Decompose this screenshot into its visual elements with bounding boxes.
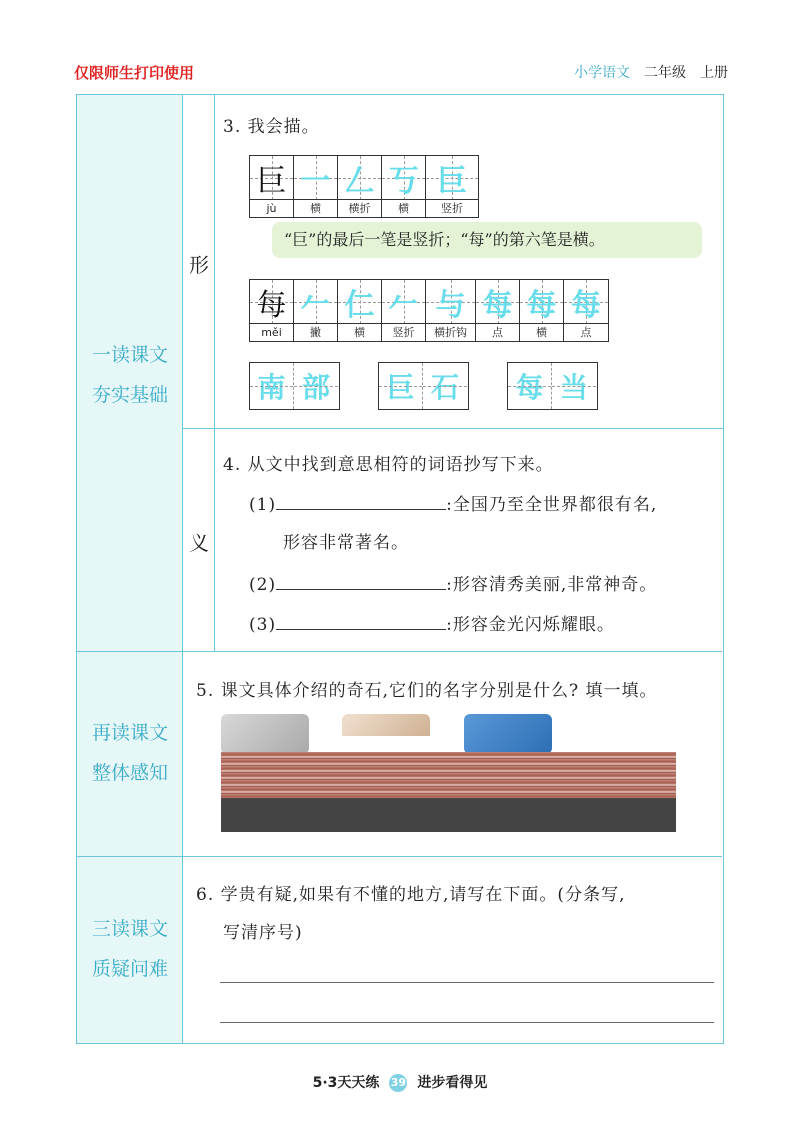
word-grid-nanbu[interactable] — [249, 362, 340, 410]
grid-cell[interactable] — [564, 280, 608, 341]
q4-item-3: (3) :形容金光闪烁耀眼。 — [249, 615, 615, 635]
grid-cell[interactable] — [382, 280, 426, 341]
stroke-name: 横 — [382, 199, 425, 217]
grid-cell[interactable] — [426, 280, 476, 341]
q4-title: 4. 从文中找到意思相符的词语抄写下来。 — [223, 455, 554, 475]
trace-char: 部 — [294, 363, 338, 409]
pinyin: jù — [250, 199, 293, 217]
divider — [77, 856, 722, 857]
book-info — [574, 62, 728, 82]
page-number: 39 — [389, 1074, 407, 1092]
stroke-name: 横 — [294, 199, 337, 217]
answer-blank[interactable] — [276, 613, 446, 630]
trace-step: 巨 — [437, 164, 467, 199]
grid-cell[interactable] — [476, 280, 520, 341]
footer-slogan: 进步看得见 — [417, 1075, 488, 1091]
trace-step: 每 — [571, 288, 601, 323]
form-label: 形 — [189, 253, 209, 277]
q6-line1: 6. 学贵有疑,如果有不懂的地方,请写在下面。(分条写, — [196, 885, 626, 905]
answer-line[interactable] — [220, 1022, 714, 1023]
divider — [183, 428, 723, 429]
grid-cell[interactable] — [338, 156, 382, 217]
stroke-name: 点 — [564, 323, 608, 341]
answer-blank[interactable] — [276, 493, 446, 510]
photo-shadow-strip — [221, 798, 676, 832]
trace-step: 一 — [300, 164, 331, 199]
q4-item-2: (2) :形容清秀美丽,非常神奇。 — [249, 575, 658, 595]
volume-label: 上册 — [700, 65, 728, 81]
section-three-label: 三读课文 质疑问难 — [91, 918, 168, 980]
trace-step: 𠃋 — [344, 164, 375, 199]
meaning-label: 义 — [189, 531, 209, 555]
q5-title: 5. 课文具体介绍的奇石,它们的名字分别是什么? 填一填。 — [196, 681, 658, 701]
stroke-name: 竖折 — [382, 323, 425, 341]
stroke-grid-ju — [249, 155, 479, 218]
section-two-label: 再读课文 整体感知 — [91, 722, 168, 784]
stroke-name: 撇 — [294, 323, 337, 341]
stroke-name: 竖折 — [426, 199, 478, 217]
stroke-name: 横 — [338, 323, 381, 341]
grid-cell[interactable] — [426, 156, 478, 217]
trace-step: 𠂉 — [388, 288, 419, 323]
answer-blank[interactable] — [276, 573, 446, 590]
trace-step: 与 — [435, 288, 466, 323]
q4-item-1: (1) :全国乃至全世界都很有名, — [249, 495, 658, 515]
grid-cell — [250, 280, 294, 341]
stroke-name: 点 — [476, 323, 519, 341]
trace-char: 每 — [508, 363, 552, 409]
stroke-note: “巨”的最后一笔是竖折；“每”的第六笔是横。 — [272, 222, 702, 258]
rock-photo-strip — [221, 752, 676, 798]
trace-step: 每 — [526, 288, 557, 323]
trace-char: 巨 — [379, 363, 423, 409]
sub-column — [183, 95, 215, 651]
trace-char: 当 — [552, 363, 596, 409]
grid-cell[interactable] — [294, 156, 338, 217]
grid-cell[interactable] — [382, 156, 426, 217]
print-notice: 仅限师生打印使用 — [74, 64, 195, 82]
rock-photo-1 — [221, 714, 309, 754]
stroke-name: 横折钩 — [426, 323, 475, 341]
model-char: 每 — [256, 288, 287, 323]
pinyin: měi — [250, 323, 293, 341]
trace-step: 每 — [482, 288, 513, 323]
stroke-name: 横折 — [338, 199, 381, 217]
stroke-name: 横 — [520, 323, 563, 341]
word-grid-meidang[interactable] — [507, 362, 598, 410]
grid-cell[interactable] — [520, 280, 564, 341]
footer-brand: 5·3天天练 — [312, 1075, 380, 1091]
trace-step: 𠂉 — [300, 288, 331, 323]
grid-cell — [250, 156, 294, 217]
trace-step: 仁 — [344, 288, 375, 323]
word-grid-jushi[interactable] — [378, 362, 469, 410]
grade-label: 二年级 — [644, 65, 686, 81]
answer-line[interactable] — [220, 982, 714, 983]
divider — [77, 651, 722, 652]
q3-title: 3. 我会描。 — [223, 117, 320, 137]
grid-cell[interactable] — [338, 280, 382, 341]
section-one-label: 一读课文 夯实基础 — [91, 344, 168, 406]
model-char: 巨 — [256, 164, 287, 199]
trace-step: 丂 — [388, 164, 419, 199]
stroke-grid-mei — [249, 279, 609, 342]
q6-line2: 写清序号) — [223, 923, 303, 943]
grid-cell[interactable] — [294, 280, 338, 341]
footer — [0, 1072, 800, 1092]
subject-label: 小学语文 — [574, 65, 630, 81]
rock-photo-3 — [464, 714, 552, 754]
trace-char: 南 — [250, 363, 294, 409]
q4-item-1-cont: 形容非常著名。 — [283, 533, 409, 553]
trace-char: 石 — [423, 363, 467, 409]
